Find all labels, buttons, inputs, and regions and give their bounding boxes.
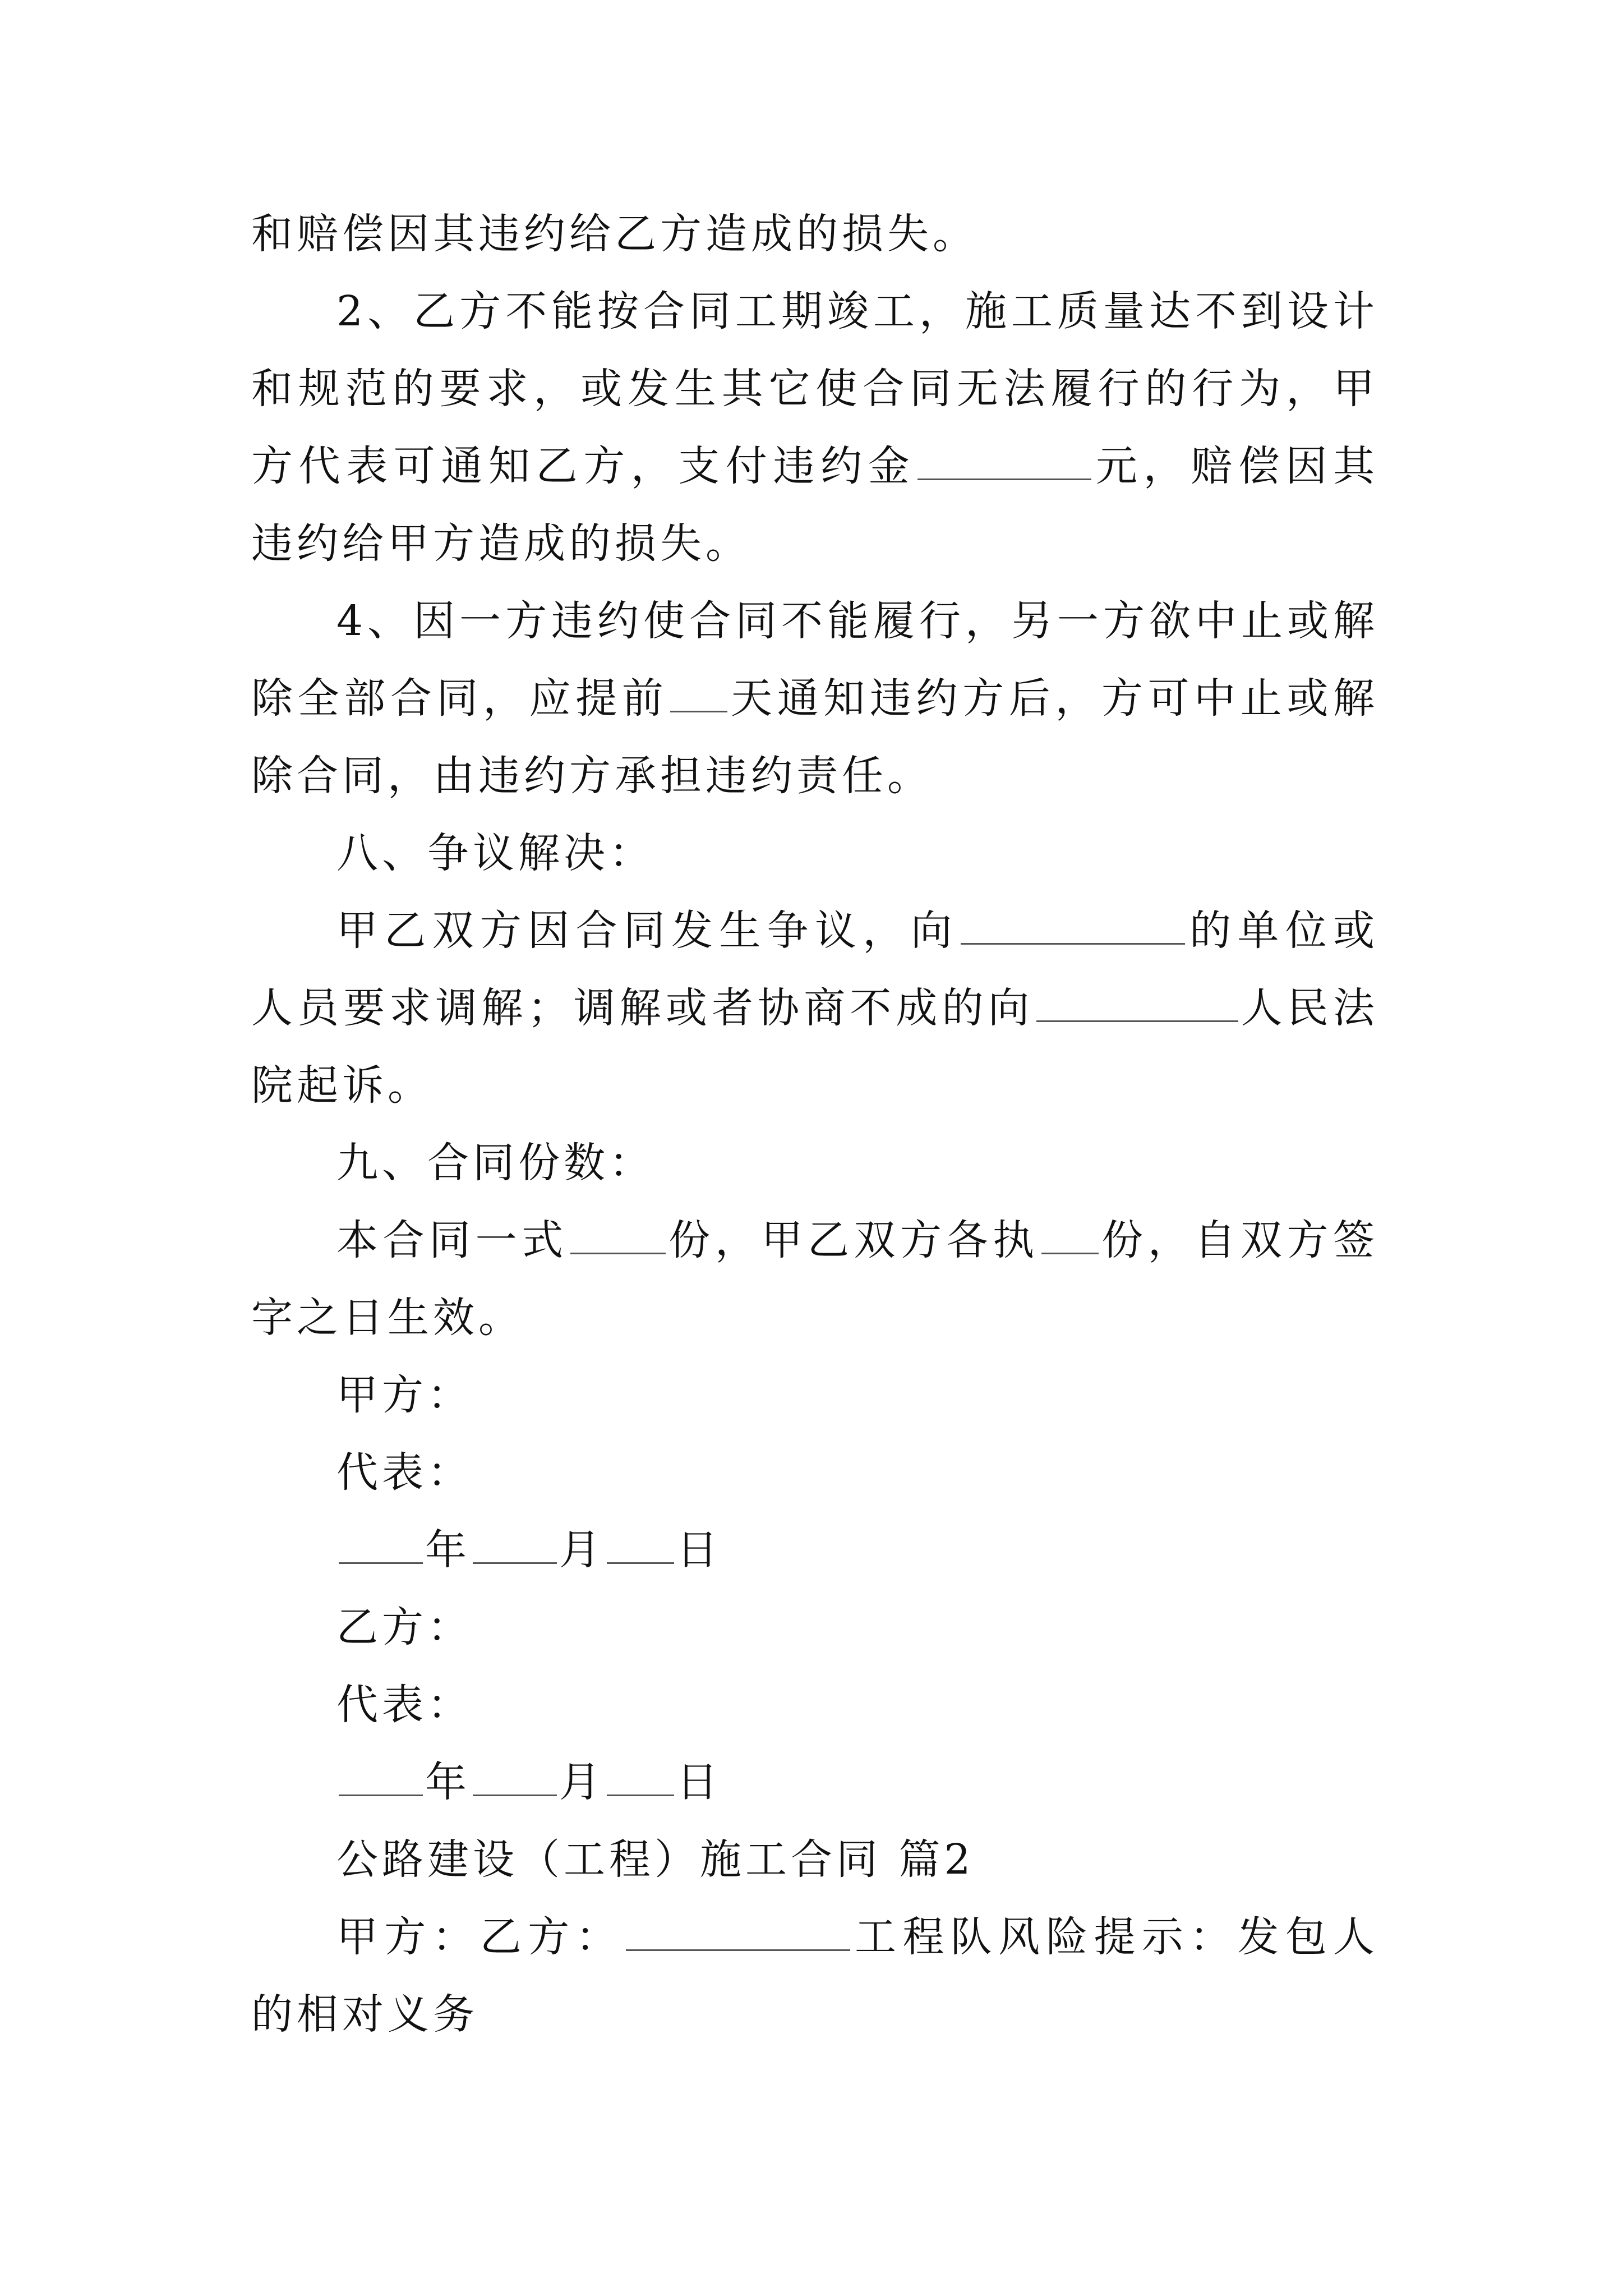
date-line-a: [251, 1511, 1378, 1589]
blank-month: [473, 1521, 557, 1564]
text-line: 代表：: [336, 1448, 473, 1497]
paragraph-contract-2-parties: [251, 1898, 1378, 2053]
text-line: 份，甲乙双方各执: [667, 1216, 1039, 1264]
text-line: 甲方：: [336, 1371, 473, 1419]
blank-total-copies: [570, 1211, 666, 1254]
signature-rep-a: [251, 1434, 1378, 1511]
text-line: 年: [425, 1526, 471, 1574]
text-line: 份，自双方签字之日生效。: [251, 1216, 1379, 1342]
text-line: 日: [676, 1526, 722, 1574]
paragraph-compensation-continued: [251, 195, 1378, 273]
text-line: 的单位或人员要求调解；调解或者协商不成的向: [251, 907, 1379, 1032]
blank-penalty-amount: [917, 437, 1091, 480]
text-line: 人民法院起诉。: [251, 984, 1379, 1110]
blank-each-copies: [1041, 1211, 1099, 1254]
paragraph-copies: [251, 1202, 1378, 1356]
blank-day: [607, 1521, 674, 1564]
text-line: 甲方：乙方：: [336, 1913, 624, 1961]
text-line: 4、因一方违约使合同不能履行，另一方欲中止或解除全部合同，应提前: [251, 597, 1378, 723]
signature-rep-b: [251, 1666, 1378, 1743]
blank-year: [339, 1753, 423, 1796]
date-line-b: [251, 1743, 1378, 1821]
signature-party-b: [251, 1589, 1378, 1666]
text-line: 代表：: [336, 1681, 473, 1729]
text-line: 月: [559, 1526, 605, 1574]
blank-court: [1036, 979, 1238, 1022]
text-line: 天通知违约方后，方可中止或解除合同，由违约方承担违约责任。: [251, 674, 1379, 800]
text-line: 本合同一式: [336, 1216, 568, 1264]
contract-2-title: [251, 1821, 1378, 1898]
section-heading-copies: [251, 1124, 1378, 1202]
text-line: 月: [559, 1758, 605, 1806]
text-line: 九、合同份数：: [336, 1139, 654, 1187]
blank-year: [339, 1521, 423, 1564]
section-heading-dispute: [251, 815, 1378, 892]
text-line: 甲乙双方因合同发生争议，向: [336, 907, 958, 955]
paragraph-clause-4: [251, 582, 1378, 815]
text-line: 元，赔偿因其违约给甲方造成的损失。: [251, 442, 1379, 568]
text-line: 日: [676, 1758, 722, 1806]
document-body: [251, 195, 1378, 2053]
text-line: 八、争议解决：: [336, 829, 654, 877]
blank-mediator: [961, 901, 1185, 945]
text-line: 2、乙方不能按合同工期竣工，施工质量达不到设计和规范的要求，或发生其它使合同无法履行的行为，甲方代表可通知乙方，支付违约金: [251, 287, 1378, 490]
text-line: 工程队风险提示：发包人的相对义务: [251, 1913, 1378, 2039]
blank-day: [607, 1753, 674, 1796]
blank-month: [473, 1753, 557, 1796]
text-line: 和赔偿因其违约给乙方造成的损失。: [251, 210, 978, 258]
signature-party-a: [251, 1356, 1378, 1434]
blank-notice-days: [670, 669, 727, 712]
text-line: 年: [425, 1758, 471, 1806]
paragraph-clause-2: [251, 273, 1378, 582]
paragraph-dispute: [251, 892, 1378, 1124]
text-line: 乙方：: [336, 1603, 473, 1651]
text-line: 公路建设（工程）施工合同 篇2: [336, 1835, 975, 1884]
blank-party-b-name: [626, 1908, 850, 1951]
